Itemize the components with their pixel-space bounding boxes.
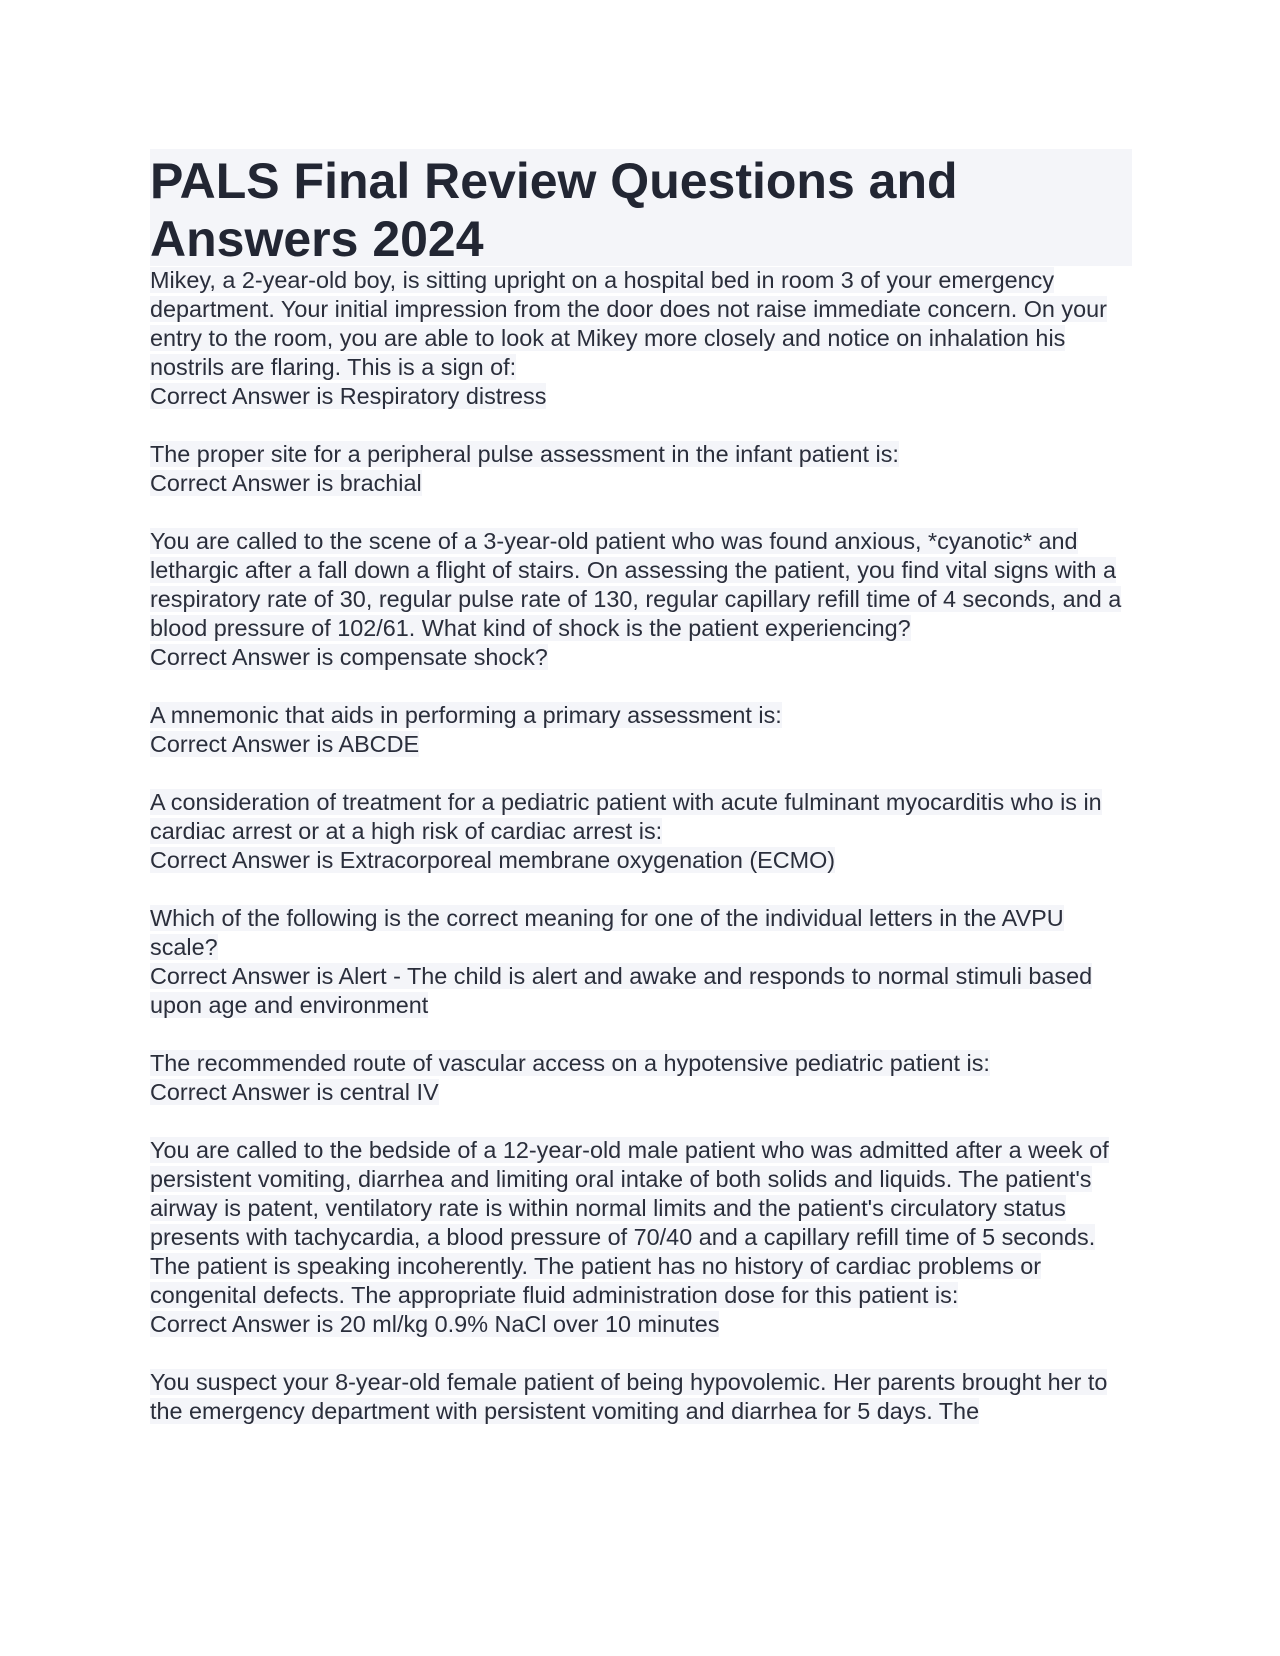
question-text: You suspect your 8-year-old female patient of being hypovolemic. Her parents brought her to the emergency department with persistent vomiting and diarrhea for 5 days. The: [150, 1369, 1108, 1424]
document-page: [150, 149, 1132, 1426]
question-text: A consideration of treatment for a pediatric patient with acute fulminant myocarditis who is in cardiac arrest or at a high risk of cardiac arrest is:: [150, 789, 1102, 844]
answer-text: Correct Answer is compensate shock?: [150, 644, 548, 670]
qa-item: [150, 527, 1132, 672]
qa-item: [150, 440, 1132, 498]
question-text: The proper site for a peripheral pulse assessment in the infant patient is:: [150, 441, 899, 467]
qa-item: [150, 266, 1132, 411]
spacer: [150, 672, 1132, 701]
document-title: PALS Final Review Questions and Answers 2024: [150, 149, 1132, 266]
question-text: You are called to the scene of a 3-year-old patient who was found anxious, *cyanotic* and lethargic after a fall down a flight of stairs. On assessing the patient, you find vital signs with a respiratory rate of 30, regular pulse rate of 130, regular capillary refill time of 4 seconds, and a blood pressure of 102/61. What kind of shock is the patient experiencing?: [150, 528, 1122, 641]
qa-item: [150, 1136, 1132, 1339]
qa-item: [150, 1368, 1132, 1426]
spacer: [150, 1020, 1132, 1049]
spacer: [150, 411, 1132, 440]
question-text: You are called to the bedside of a 12-year-old male patient who was admitted after a week of persistent vomiting, diarrhea and limiting oral intake of both solids and liquids. The patient's airway is patent, ventilatory rate is within normal limits and the patient's circulatory status presents with tachycardia, a blood pressure of 70/40 and a capillary refill time of 5 seconds. The patient is speaking incoherently. The patient has no history of cardiac problems or congenital defects. The appropriate fluid administration dose for this patient is:: [150, 1137, 1109, 1308]
spacer: [150, 1339, 1132, 1368]
answer-text: Correct Answer is Extracorporeal membrane oxygenation (ECMO): [150, 847, 836, 873]
answer-text: Correct Answer is ABCDE: [150, 731, 420, 757]
answer-text: Correct Answer is central IV: [150, 1079, 439, 1105]
answer-text: Correct Answer is Alert - The child is alert and awake and responds to normal stimuli based upon age and environment: [150, 963, 1093, 1018]
question-text: A mnemonic that aids in performing a primary assessment is:: [150, 702, 782, 728]
answer-text: Correct Answer is brachial: [150, 470, 422, 496]
spacer: [150, 498, 1132, 527]
question-text: The recommended route of vascular access on a hypotensive pediatric patient is:: [150, 1050, 990, 1076]
qa-list: [150, 266, 1132, 1426]
qa-item: [150, 904, 1132, 1020]
qa-item: [150, 1049, 1132, 1107]
question-text: Which of the following is the correct meaning for one of the individual letters in the AVPU scale?: [150, 905, 1064, 960]
spacer: [150, 759, 1132, 788]
answer-text: Correct Answer is 20 ml/kg 0.9% NaCl over 10 minutes: [150, 1311, 720, 1337]
spacer: [150, 1107, 1132, 1136]
spacer: [150, 875, 1132, 904]
answer-text: Correct Answer is Respiratory distress: [150, 383, 547, 409]
qa-item: [150, 701, 1132, 759]
question-text: Mikey, a 2-year-old boy, is sitting upright on a hospital bed in room 3 of your emergency department. Your initial impression from the door does not raise immediate concern. On your entry to the room, you are able to look at Mikey more closely and notice on inhalation his nostrils are flaring. This is a sign of:: [150, 267, 1107, 380]
qa-item: [150, 788, 1132, 875]
